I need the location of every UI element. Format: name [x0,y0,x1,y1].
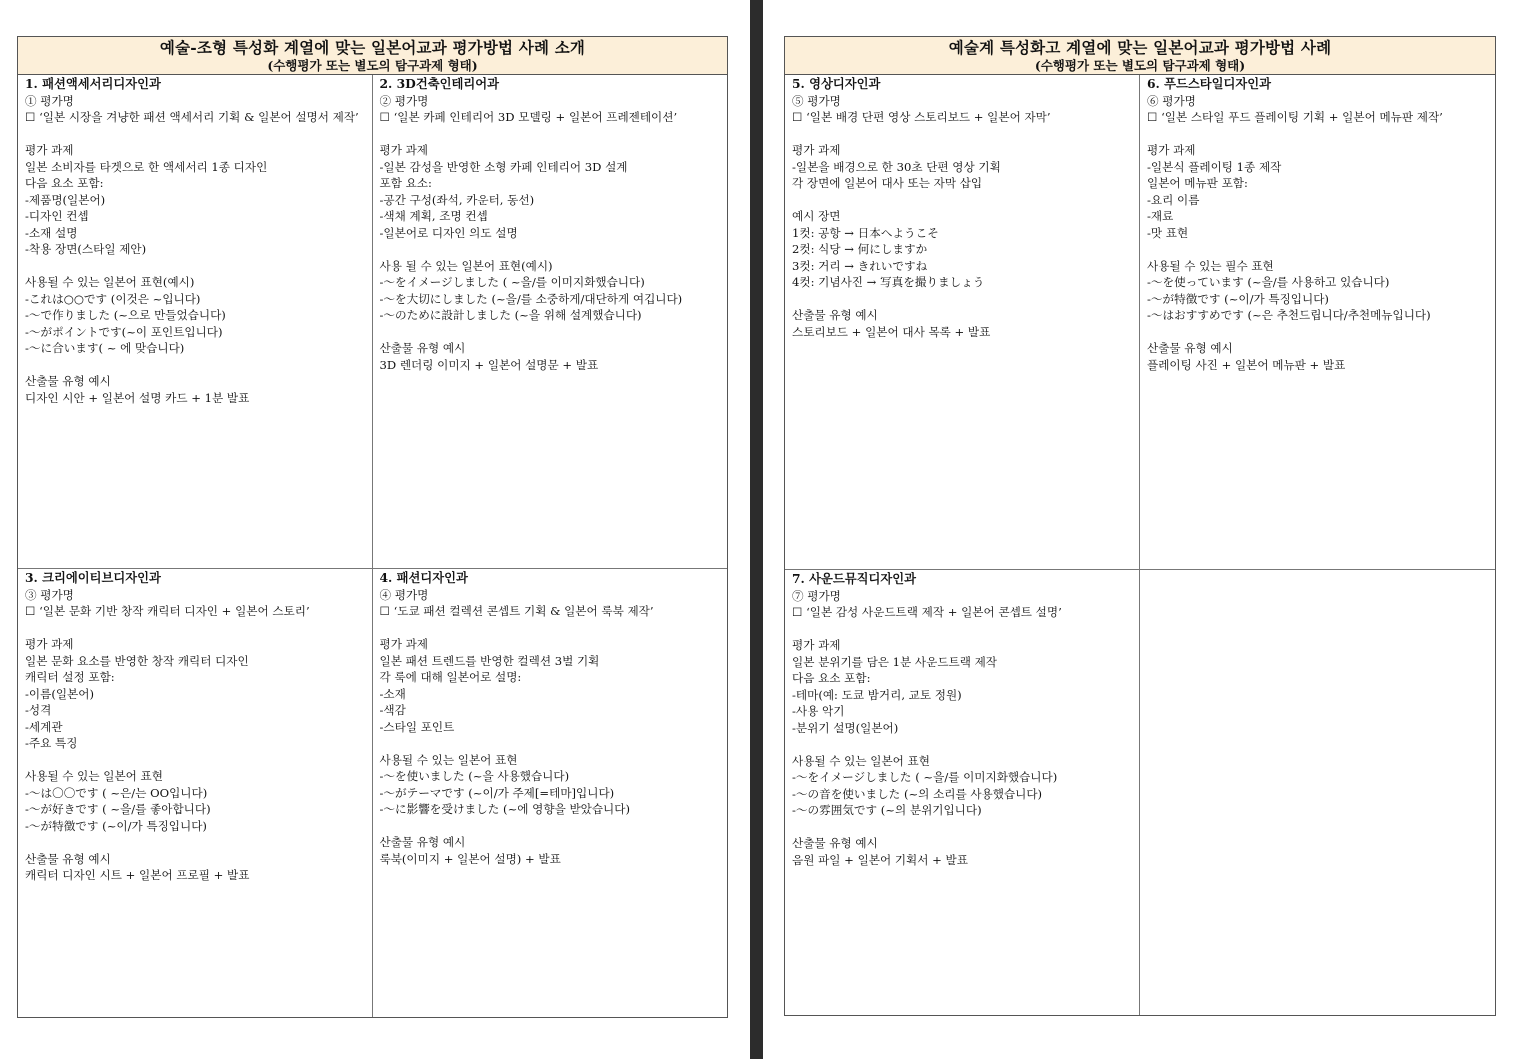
text-line: -디자인 컨셉 [25,209,89,223]
cell-title: 6. 푸드스타일디자인과 [1147,76,1272,91]
text-line: 룩북(이미지 + 일본어 설명) + 발표 [379,851,561,866]
text-line: 캐릭터 설정 포함: [25,670,115,684]
text-line: 일본 소비자를 타겟으로 한 액세서리 1종 디자인 [25,159,268,174]
text-line: -성격 [25,703,52,717]
text-line: ☐ ‘일본 감성 사운드트랙 제작 + 일본어 콘셉트 설명’ [792,605,1062,619]
left-page-title: 예술-조형 특성화 계열에 맞는 일본어교과 평가방법 사례 소개 [159,38,586,57]
blank-line [380,241,722,258]
cell-fashion-accessory [18,75,373,569]
text-line: 일본어 메뉴판 포함: [1147,176,1248,190]
blank-line [380,818,722,835]
cell-title: 3. 크리에이티브디자인과 [25,570,161,585]
text-line: ④ 평가명 [379,587,429,602]
text-line: 평가 과제 [792,143,841,157]
cell-creative-design [18,569,373,1017]
right-page-title: 예술계 특성화고 계열에 맞는 일본어교과 평가방법 사례 [948,38,1332,57]
right-page-header [785,37,1495,75]
blank-line [792,736,1133,753]
text-line: 1컷: 공항 → 日本へようこそ [792,225,939,240]
blank-line [792,291,1133,308]
blank-line [25,620,366,637]
text-line: -～がテーマです (~이/가 주제[=테마]입니다) [379,785,615,800]
text-line: -～をイメージしました ( ~을/를 이미지화했습니다) [379,275,645,289]
blank-line [25,834,366,851]
text-line: -～に合います( ~ 에 맞습니다) [25,341,185,355]
cell-title: 7. 사운드뮤직디자인과 [792,571,917,586]
cell-sound-music-design [785,570,1140,1015]
text-line: -～が特徴です (~이/가 특징입니다) [1147,291,1329,306]
text-line: -주요 특징 [25,736,78,750]
text-line: 사용 될 수 있는 일본어 표현(예시) [379,258,553,273]
text-line: -～の雰囲気です (~의 분위기입니다) [792,803,982,817]
text-line: -～は〇〇です ( ~은/는 OO입니다) [25,785,208,800]
text-line: 산출물 유형 예시 [1147,341,1233,355]
text-line: 산출물 유형 예시 [25,374,111,388]
text-line: -일본식 플레이팅 1종 제작 [1147,159,1282,174]
blank-line [1147,324,1489,341]
left-page-grid [18,75,727,1017]
text-line: -스타일 포인트 [379,719,455,734]
text-line: 사용될 수 있는 일본어 표현 [379,752,518,767]
text-line: -～が好きです ( ~을/를 좋아합니다) [25,802,211,816]
text-line: 산출물 유형 예시 [379,341,466,355]
text-line: -소재 [379,686,406,701]
text-line: -맛 표현 [1147,225,1189,240]
text-line: -색채 계획, 조명 컨셉 [379,209,488,223]
blank-line [1147,126,1489,143]
text-line: 산출물 유형 예시 [792,308,878,322]
text-line: 산출물 유형 예시 [25,851,111,866]
cell-empty [1140,570,1495,1015]
text-line: 일본 문화 요소를 반영한 창작 캐릭터 디자인 [25,653,249,668]
text-line: 예시 장면 [792,209,841,223]
text-line: -～に影響を受けました (~에 영향을 받았습니다) [379,802,630,816]
blank-line [792,621,1133,638]
text-line: ☐ ‘일본 시장을 겨냥한 패션 액세서리 기획 & 일본어 설명서 제작’ [25,110,359,124]
cell-title: 5. 영상디자인과 [792,76,881,91]
cell-title: 1. 패션액세서리디자인과 [25,76,161,91]
text-line: 사용될 수 있는 일본어 표현 [25,769,163,783]
cell-title: 4. 패션디자인과 [379,570,468,585]
text-line: 평가 과제 [792,638,841,652]
text-line: 평가 과제 [379,637,428,651]
text-line: 3컷: 거리 → きれいですね [792,258,928,273]
text-line: -소재 설명 [25,225,78,240]
blank-line [25,126,366,143]
text-line: -これは○○です (이것은 ~입니다) [25,291,201,306]
left-page-subtitle: (수행평가 또는 별도의 탐구과제 형태) [267,58,478,73]
blank-line [25,258,366,275]
text-line: 각 룩에 대해 일본어로 설명: [379,670,522,684]
text-line: 평가 과제 [25,143,74,157]
text-line: ☐ ‘일본 배경 단편 영상 스토리보드 + 일본어 자막’ [792,110,1051,124]
text-line: 디자인 시안 + 일본어 설명 카드 + 1분 발표 [25,390,250,405]
blank-line [25,752,366,769]
text-line: -～を使いました (~을 사용했습니다) [379,769,570,783]
text-line: -～がポイントです(~이 포인트입니다) [25,324,223,339]
text-line: -～が特徴です (~이/가 특징입니다) [25,818,207,833]
text-line: 각 장면에 일본어 대사 또는 자막 삽입 [792,176,983,190]
text-line: -제품명(일본어) [25,192,106,207]
blank-line [380,126,722,143]
text-line: 사용될 수 있는 필수 표현 [1147,258,1274,273]
right-page-subtitle: (수행평가 또는 별도의 탐구과제 형태) [1034,58,1246,73]
text-line: -분위기 설명(일본어) [792,720,899,735]
left-page [17,36,728,1018]
right-page-grid [785,75,1495,1015]
text-line: 3D 렌더링 이미지 + 일본어 설명문 + 발표 [379,357,599,372]
text-line: -재료 [1147,209,1174,223]
page-divider [750,0,763,1059]
text-line: ② 평가명 [379,93,429,108]
left-page-header [18,37,727,75]
text-line: 사용될 수 있는 일본어 표현(예시) [25,275,195,289]
blank-line [792,126,1133,143]
blank-line [792,192,1133,209]
text-line: 4컷: 기념사진 → 写真を撮りましょう [792,275,985,289]
text-line: 산출물 유형 예시 [792,836,878,850]
text-line: -～をイメージしました ( ~을/를 이미지화했습니다) [792,770,1058,784]
text-line: 일본 분위기를 담은 1분 사운드트랙 제작 [792,654,997,669]
text-line: ⑦ 평가명 [792,588,841,603]
text-line: 스토리보드 + 일본어 대사 목록 + 발표 [792,324,991,339]
text-line: 플레이팅 사진 + 일본어 메뉴판 + 발표 [1147,357,1346,372]
text-line: 평가 과제 [1147,143,1196,157]
text-line: 2컷: 식당 → 何にしますか [792,242,928,256]
text-line: -～の音を使いました (~의 소리를 사용했습니다) [792,786,1043,801]
blank-line [792,819,1133,836]
text-line: 산출물 유형 예시 [379,835,466,849]
blank-line [380,620,722,637]
cell-food-style-design [1140,75,1495,570]
text-line: ☐ ‘일본 카페 인테리어 3D 모델링 + 일본어 프레젠테이션’ [379,110,678,124]
text-line: -테마(예: 도쿄 밤거리, 교토 정원) [792,687,962,702]
blank-line [1147,241,1489,258]
right-page [784,36,1496,1016]
text-line: -사용 악기 [792,704,845,718]
text-line: ⑤ 평가명 [792,93,841,108]
blank-line [25,357,366,374]
text-line: 평가 과제 [25,637,74,651]
text-line: -～を使っています (~을/를 사용하고 있습니다) [1147,275,1390,289]
text-line: -일본 감성을 반영한 소형 카페 인테리어 3D 설계 [379,159,628,174]
text-line: ☐ ‘도쿄 패션 컬렉션 콘셉트 기획 & 일본어 룩북 제작’ [379,604,654,618]
text-line: -공간 구성(좌석, 카운터, 동선) [379,192,535,207]
text-line: ③ 평가명 [25,587,74,602]
text-line: -착용 장면(스타일 제안) [25,242,147,256]
text-line: ☐ ‘일본 문화 기반 창작 캐릭터 디자인 + 일본어 스토리’ [25,604,310,618]
text-line: -일본어로 디자인 의도 설명 [379,225,518,240]
text-line: 사용될 수 있는 일본어 표현 [792,753,930,768]
blank-line [380,324,722,341]
text-line: -～で作りました (~으로 만들었습니다) [25,308,226,322]
text-line: -색감 [379,703,406,717]
text-line: -세계관 [25,719,63,734]
text-line: -～を大切にしました (~을/를 소중하게/대단하게 여깁니다) [379,291,683,306]
text-line: -요리 이름 [1147,192,1200,207]
text-line: -～はおすすめです (~은 추천드립니다/추천메뉴입니다) [1147,308,1431,322]
text-line: -일본을 배경으로 한 30초 단편 영상 기획 [792,159,1001,174]
text-line: 다음 요소 포함: [792,671,871,685]
text-line: 캐릭터 디자인 시트 + 일본어 프로필 + 발표 [25,868,250,882]
text-line: -이름(일본어) [25,686,94,701]
blank-line [380,735,722,752]
text-line: 다음 요소 포함: [25,176,104,190]
cell-3d-architecture-interior [373,75,728,569]
text-line: 포함 요소: [379,176,432,190]
cell-video-design [785,75,1140,570]
cell-title: 2. 3D건축인테리어과 [379,76,499,91]
text-line: 평가 과제 [379,143,428,157]
text-line: ① 평가명 [25,93,74,108]
text-line: -～のために設計しました (~을 위해 설계했습니다) [379,308,642,322]
text-line: 일본 패션 트렌드를 반영한 컬렉션 3벌 기획 [379,653,600,668]
cell-fashion-design [373,569,728,1017]
text-line: ☐ ‘일본 스타일 푸드 플레이팅 기획 + 일본어 메뉴판 제작’ [1147,110,1443,124]
text-line: ⑥ 평가명 [1147,93,1196,108]
text-line: 음원 파일 + 일본어 기획서 + 발표 [792,852,968,867]
